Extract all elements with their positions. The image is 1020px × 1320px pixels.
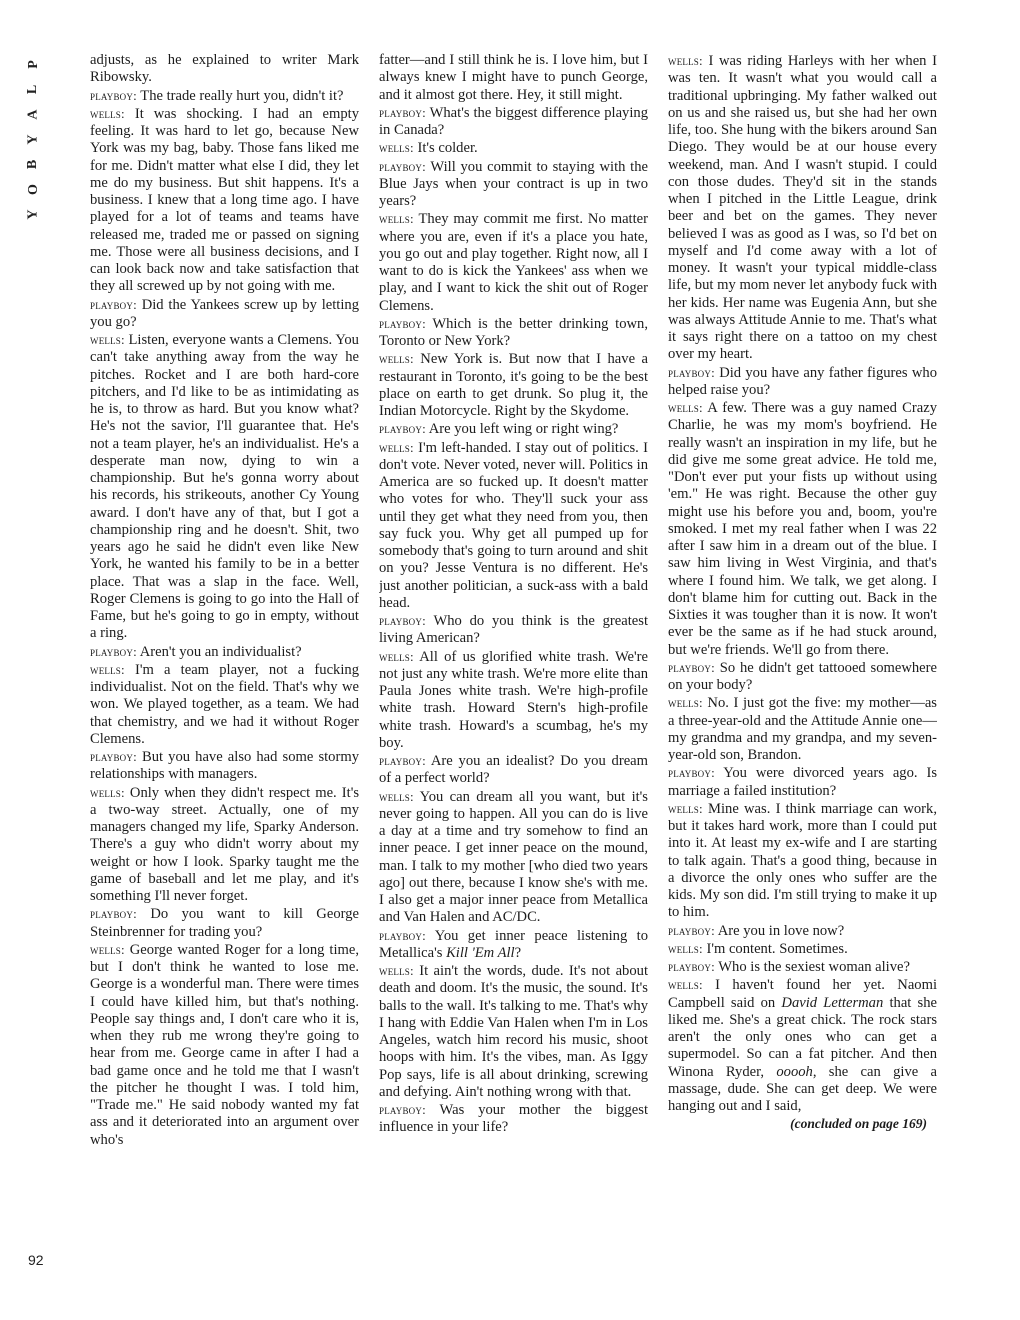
paragraph	[668, 659, 937, 695]
paragraph	[379, 210, 648, 315]
paragraph	[90, 905, 359, 941]
running-head-letter: A	[25, 109, 41, 120]
speaker-label: playboy:	[379, 613, 426, 628]
speaker-label: playboy:	[90, 643, 137, 659]
paragraph-text: So he didn't get tattooed somewhere on your body?	[668, 659, 937, 693]
paragraph-text: Are you an idealist? Do you dream of a perfect world?	[379, 753, 648, 787]
paragraph	[379, 612, 648, 648]
speaker-label: wells:	[668, 940, 703, 956]
paragraph	[668, 694, 937, 764]
speaker-label: wells:	[379, 648, 414, 664]
column-3	[668, 52, 937, 1292]
paragraph	[90, 105, 359, 296]
paragraph	[379, 315, 648, 351]
paragraph	[90, 748, 359, 784]
paragraph	[668, 940, 937, 958]
speaker-label: playboy:	[379, 104, 426, 120]
paragraph-text: They may commit me first. No matter where you are, even if it's a place you hate, you go out and play together. Right now, all I want to do is kick the Yankees' ass when we play, and I want to kick the shit out of Roger Clemens.	[379, 211, 648, 314]
speaker-label: wells:	[668, 695, 703, 711]
paragraph-text: George wanted Roger for a long time, but I don't think he wanted to lose me. George is a wonderful man. There were times I could have killed him, but that's nothing. People say things and, I don't care who it is, when they rub me wrong they're going to hear from me. George came in after I had a bad game once and he told me that I wasn't the pitcher he thought I was. I told him, "Trade me." He said nobody wanted my fat ass and it deteriorated into an argument over who's	[90, 941, 359, 1148]
paragraph	[379, 927, 648, 963]
speaker-label: playboy:	[379, 421, 426, 437]
speaker-label: wells:	[90, 784, 125, 800]
paragraph-text: I haven't found her yet. Naomi Campbell said on	[668, 977, 937, 1011]
paragraph	[379, 158, 648, 211]
paragraph	[668, 958, 937, 976]
speaker-label: playboy:	[668, 922, 715, 938]
speaker-label: wells:	[90, 661, 125, 677]
paragraph	[668, 922, 937, 940]
paragraph	[379, 1101, 648, 1137]
paragraph-text: Did you have any father figures who helped raise you?	[668, 364, 937, 398]
paragraph-text: I'm left-handed. I stay out of politics. I don't vote. Never voted, never will. Politics in America are so fucked up. It doesn't matter who votes for who. They'll suck your ass until they get what they need from you, then say fuck you. Why get all pumped up for somebody that's going to turn around and shit on you? Jesse Ventura is no different. He's just another politician, a suck-ass with a bald head.	[379, 439, 648, 611]
paragraph-text: Will you commit to staying with the Blue Jays when your contract is up in two years?	[379, 158, 648, 209]
speaker-label: playboy:	[379, 315, 426, 331]
speaker-label: playboy:	[90, 906, 137, 922]
paragraph-text: Did the Yankees screw up by letting you go?	[90, 296, 359, 330]
paragraph-text: It's colder.	[417, 140, 478, 157]
speaker-label: wells:	[379, 351, 414, 367]
paragraph-text: , she can give a massage, dude. She can get deep. We were hanging out and I said,	[668, 1063, 937, 1114]
paragraph-text: Are you left wing or right wing?	[428, 421, 619, 438]
speaker-label: wells:	[379, 140, 414, 156]
paragraph	[90, 87, 359, 105]
paragraph	[90, 784, 359, 906]
paragraph-text: Listen, everyone wants a Clemens. You can't take anything away from the way he pitches. Rocket and I are both hard-core pitchers, and I'd like to be as intimidating as he is, to throw as hard. But you know what? He's not the savior, I'll guarantee that. He's not a team player, he's an individualist. He's a desperate man now, dying to win a championship. But he's gonna worry about his records, his strikeouts, another Cy Young award. I don't have any of that, but I got a championship ring and he doesn't. Shit, two years ago he said he didn't even like New York, he wanted his family to be in a better place. That was a slap in the face. Well, Roger Clemens is going to go into the Hall of Fame, but he's going to go in empty, without a ring.	[90, 332, 359, 642]
paragraph-text: Are you in love now?	[717, 922, 845, 939]
speaker-label: wells:	[668, 400, 703, 415]
italic-title: ooooh	[776, 1063, 813, 1080]
paragraph-text: ?	[514, 944, 522, 961]
speaker-label: wells:	[668, 977, 703, 993]
speaker-label: wells:	[379, 439, 414, 455]
paragraph	[90, 643, 359, 661]
paragraph-text: You get inner peace listening to Metallica's	[379, 927, 648, 961]
paragraph-text: What's the biggest difference playing in Canada?	[379, 104, 648, 138]
paragraph-text: Do you want to kill George Steinbrenner for trading you?	[90, 906, 359, 940]
paragraph	[90, 331, 359, 643]
column-1	[90, 52, 359, 1292]
speaker-label: wells:	[379, 788, 414, 804]
speaker-label: wells:	[90, 105, 125, 121]
paragraph	[668, 52, 937, 364]
paragraph-text: Who is the sexiest woman alive?	[718, 959, 910, 975]
page-number: 92	[28, 1252, 44, 1268]
speaker-label: playboy:	[379, 1102, 426, 1117]
paragraph-text: It was shocking. I had an empty feeling. It was hard to let go, because New York was my bag, baby. Those fans liked me for me. Didn't matter what else I did, they let me do my business. But shit happens. It's a business. I knew that a long time ago. I have played for a lot of teams and teams have released me, traded me or passed on signing me. Those were all business decisions, and I can look back now and take satisfaction that they all screwed up by not going with me.	[90, 105, 359, 295]
paragraph-text: No. I just got the five: my mother—as a three-year-old and the Attitude Annie one—my grandma and my grandpa, and my seven-year-old son, Brandon.	[668, 695, 937, 763]
speaker-label: playboy:	[379, 753, 426, 768]
running-head-letter: B	[25, 159, 41, 170]
paragraph	[90, 661, 359, 748]
paragraph-text: adjusts, as he explained to writer Mark Ribowsky.	[90, 52, 359, 86]
paragraph-text: fatter—and I still think he is. I love him, but I always knew I might have to punch George, and it almost got there. Hey, it still might.	[379, 52, 648, 103]
paragraph	[379, 752, 648, 788]
paragraph-text: Who do you think is the greatest living American?	[379, 613, 648, 647]
paragraph-text: All of us glorified white trash. We're not just any white trash. We're more elite than Paula Jones white trash. We're high-profile white trash. Howard Stern's high-profile white trash. Howard's a scumbag, he's my boy.	[379, 648, 648, 751]
paragraph	[379, 350, 648, 420]
paragraph	[379, 139, 648, 157]
paragraph	[379, 788, 648, 927]
running-head-letter: Y	[25, 134, 41, 145]
speaker-label: wells:	[90, 941, 125, 957]
paragraph	[379, 962, 648, 1101]
speaker-label: wells:	[379, 963, 414, 978]
article-body	[90, 52, 940, 1292]
italic-title: Kill 'Em All	[446, 944, 515, 961]
paragraph	[90, 296, 359, 332]
paragraph	[668, 364, 937, 400]
speaker-label: playboy:	[90, 749, 137, 764]
paragraph-text: New York is. But now that I have a restaurant in Toronto, it's going to be the best place on earth to get drunk. So plug it, the Indian Motorcycle. Right by the Skydome.	[379, 351, 648, 419]
continuation-note: (concluded on page 169)	[790, 1116, 927, 1132]
paragraph	[90, 52, 359, 87]
paragraph-text: I'm a team player, not a fucking individualist. Not on the field. That's why we won. We played together, as a team. We had that chemistry, and we had it without Roger Clemens.	[90, 661, 359, 747]
paragraph-text: It ain't the words, dude. It's not about death and doom. It's the music, the sound. It's balls to the wall. It's talking to me. That's why I hang with Eddie Van Halen when I'm in Los Angeles, watch him record his music, shoot hoops with him. It's the vibes, man. As Iggy Pop says, life is all about drinking, screwing and defying. Ain't nothing wrong with that.	[379, 963, 648, 1100]
paragraph	[379, 420, 648, 438]
paragraph-text: The trade really hurt you, didn't it?	[140, 87, 344, 104]
paragraph-text: Aren't you an individualist?	[139, 643, 302, 660]
paragraph-text: You can dream all you want, but it's never going to happen. All you can do is live a day at a time and try somehow to find an inner peace. I get inner peace on the mound, man. I talk to my mother [who died two years ago] out there, because I know she's with me. I also get a major inner peace from Metallica and Van Halen and AC/DC.	[379, 788, 648, 926]
running-head-letter: P	[25, 60, 41, 69]
running-head-letter: O	[25, 184, 41, 195]
paragraph	[90, 941, 359, 1149]
speaker-label: playboy:	[668, 364, 715, 380]
paragraph-text: A few. There was a guy named Crazy Charlie, he was my mom's boyfriend. He really wasn't an inspiration in my life, but he did give me some great advice. He told me, "Don't ever put your fists up without using 'em." He was right. Because the other guy might use his before you and, boom, you're smoked. I met my real father when I was 22 after I saw him in a dream out of the blue. I saw him living in West Virginia, and that's where I found him. We talk, we get along. I don't blame him for cutting out. Back in the Sixties it was tougher than it is now. It won't ever be the same as if he had stuck around, but we're friends. We'll go from there.	[668, 400, 937, 658]
speaker-label: wells:	[379, 211, 414, 227]
paragraph-text: that she liked me. She's a great chick. The rock stars aren't the only ones who can get a supermodel. So can a fat pitcher. And then Winona Ryder,	[668, 994, 937, 1080]
paragraph-text: I was riding Harleys with her when I was ten. It wasn't what you would call a traditional upbringing. My father walked out on us and she raised us, but she had her own life, too. She hung with the bikers around San Diego. They would be at our house every weekend, man. And I wasn't stupid. I could con those dudes. They'd sit in the stands when I pitched in the Little League, drink beer and bet on the games. They never believed I was as good as I was, so I'd bet on myself and I'd come away with a lot of money. It wasn't your typical middle-class life, but my mom never let anybody fuck with her kids. Her name was Eugenia Ann, but she was always Attitude Annie to me. That's what it says right there on a tattoo on my chest over my heart.	[668, 53, 937, 363]
paragraph	[379, 439, 648, 613]
paragraph-text: Mine was. I think marriage can work, but it takes hard work, more than I could put into it. At least my ex-wife and I are starting to talk again. That's a good thing, because in a divorce the only ones who suffer are the kids. My son did. I'm still trying to make it up to him.	[668, 800, 937, 921]
paragraph	[668, 976, 937, 1115]
paragraph-text: Only when they didn't respect me. It's a two-way street. Actually, one of my managers changed my life, Sparky Anderson. There's a guy who didn't worry about my weight or how I look. Sparky taught me the game of baseball and let me play, and it's something I'll never forget.	[90, 784, 359, 904]
italic-title: David Letterman	[781, 994, 884, 1011]
paragraph	[379, 52, 648, 104]
running-head	[18, 52, 48, 227]
paragraph	[379, 104, 648, 140]
paragraph-text: You were divorced years ago. Is marriage a failed institution?	[668, 765, 937, 799]
paragraph	[668, 764, 937, 800]
speaker-label: playboy:	[379, 158, 426, 174]
paragraph	[668, 800, 937, 922]
speaker-label: playboy:	[668, 659, 715, 675]
paragraph	[379, 648, 648, 753]
speaker-label: wells:	[90, 332, 125, 347]
speaker-label: wells:	[668, 53, 703, 68]
paragraph-text: I'm content. Sometimes.	[706, 940, 848, 957]
speaker-label: playboy:	[668, 959, 715, 974]
column-2	[379, 52, 648, 1292]
running-head-letter: Y	[25, 209, 41, 220]
running-head-letter: L	[25, 84, 41, 95]
speaker-label: playboy:	[90, 87, 137, 103]
speaker-label: playboy:	[668, 765, 715, 781]
paragraph-text: Was your mother the biggest influence in your life?	[379, 1102, 648, 1136]
speaker-label: playboy:	[90, 296, 137, 312]
speaker-label: playboy:	[379, 927, 426, 943]
paragraph-text: Which is the better drinking town, Toronto or New York?	[379, 315, 648, 349]
speaker-label: wells:	[668, 800, 703, 816]
paragraph	[668, 399, 937, 659]
paragraph-text: But you have also had some stormy relationships with managers.	[90, 749, 359, 783]
